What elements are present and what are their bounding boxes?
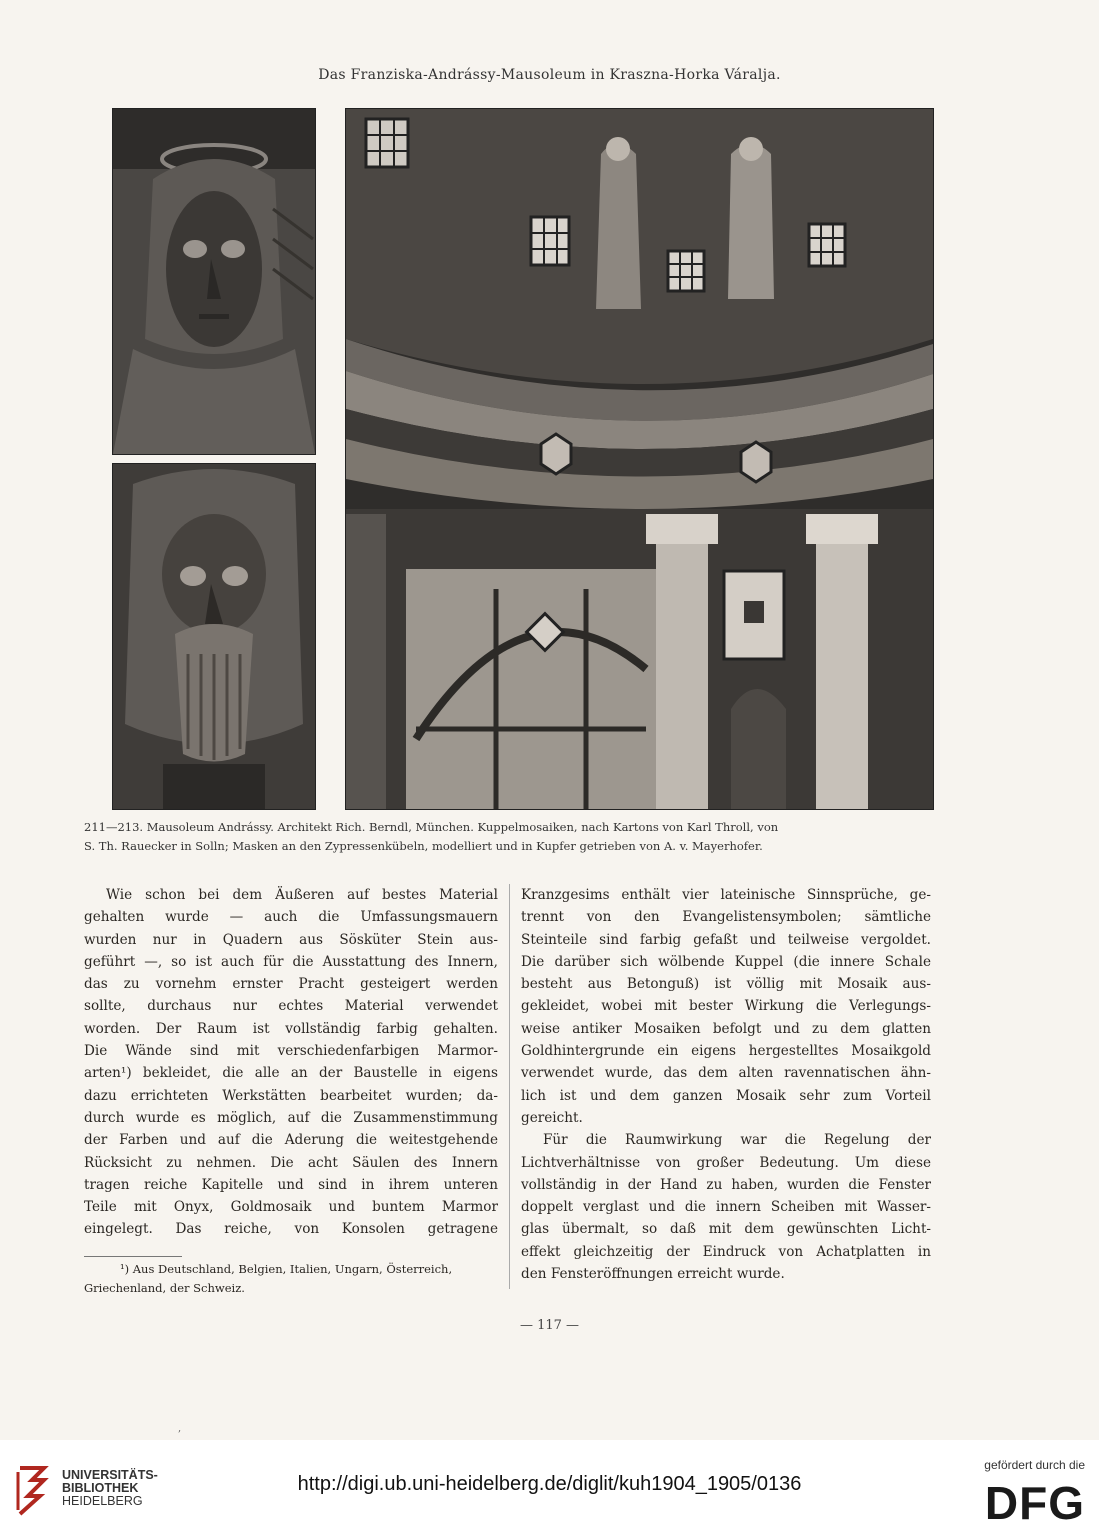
text-line: Die darüber sich wölbende Kuppel (die innere Schale <box>521 953 931 970</box>
photo-mausoleum-interior <box>345 108 934 810</box>
footnote-line: ¹) Aus Deutschland, Belgien, Italien, Ungarn, Österreich, <box>120 1262 453 1276</box>
text-line: weise antiker Mosaiken befolgt und zu dem glatten <box>521 1020 931 1037</box>
text-line: das zu vornehm ernster Pracht gesteigert werden <box>84 976 498 993</box>
text-line: effekt gleichzeitig der Eindruck von Achatplatten in <box>521 1243 931 1260</box>
footnote-line: Griechenland, der Schweiz. <box>84 1281 245 1295</box>
permalink-url[interactable]: http://digi.ub.uni-heidelberg.de/diglit/kuh1904_1905/0136 <box>297 1473 802 1495</box>
body-left-column <box>84 884 498 1241</box>
library-name-line: BIBLIOTHEK <box>62 1481 139 1495</box>
text-line: vollständig in der Hand zu haben, wurden die Fenster <box>521 1176 931 1193</box>
text-line: glas übermalt, so daß mit dem gewünschten Licht- <box>521 1221 931 1238</box>
text-line: Lichtverhältnisse von großer Bedeutung. Um diese <box>521 1154 931 1171</box>
text-line: besteht aus Betonguß) ist völlig mit Mosaik aus- <box>521 976 931 993</box>
text-line: arten¹) bekleidet, die alle an der Baustelle in eigens <box>84 1065 498 1082</box>
text-line: lich ist und dem ganzen Mosaik sehr zum Vorteil <box>521 1087 931 1104</box>
dfg-logo[interactable]: DFG <box>984 1477 1085 1529</box>
text-line: gekleidet, wobei mit bester Wirkung die Verlegungs- <box>521 998 931 1015</box>
footnote-rule <box>84 1256 182 1257</box>
text-line: tragen reiche Kapitelle und sind in ihrem unteren <box>84 1176 498 1193</box>
text-line: Teile mit Onyx, Goldmosaik und buntem Marmor <box>84 1199 498 1216</box>
text-line: geführt —, so ist auch für die Ausstattung des Innern, <box>84 953 498 970</box>
footnote <box>84 1260 498 1298</box>
text-line: Kranzgesims enthält vier lateinische Sinnsprüche, ge- <box>521 887 931 903</box>
text-line: Für die Raumwirkung war die Regelung der <box>543 1132 931 1149</box>
text-line: Steinteile sind farbig gefaßt und teilweise vergoldet. <box>521 931 931 948</box>
photo-bearded-mask <box>112 463 316 810</box>
text-line: dazu errichteten Werkstätten bearbeitet wurden; da- <box>84 1087 498 1104</box>
text-line: der Farben und auf die Aderung die weitestgehende <box>84 1132 498 1149</box>
running-title: Das Franziska-Andrássy-Mausoleum in Kraszna-Horka Váralja. <box>318 67 781 83</box>
text-line: sollte, durchaus nur echtes Material verwendet <box>84 998 498 1015</box>
caption-line: 211—213. Mausoleum Andrássy. Architekt Rich. Berndl, München. Kuppelmosaiken, nach Kartons von Karl Throll, von <box>84 820 779 834</box>
text-line: verwendet wurde, das dem alten ravennatischen ähn- <box>521 1065 931 1082</box>
text-line: trennt von den Evangelistensymbolen; sämtliche <box>521 909 931 926</box>
text-line: durch wurde es möglich, auf die Zusammenstimmung <box>84 1109 498 1126</box>
photo-angel-mask <box>112 108 316 455</box>
text-line: den Fensteröffnungen erreicht wurde. <box>521 1266 785 1283</box>
text-line: eingelegt. Das reiche, von Konsolen getragene <box>84 1221 498 1238</box>
text-line: Rücksicht zu nehmen. Die acht Säulen des Innern <box>84 1154 498 1171</box>
stray-mark: , <box>178 1423 182 1434</box>
library-name-line: UNIVERSITÄTS- <box>62 1468 158 1482</box>
funder-label: gefördert durch die <box>984 1458 1085 1472</box>
text-line: Goldhintergrunde ein eigens hergestelltes Mosaikgold <box>521 1043 931 1060</box>
text-line: gehalten wurde — auch die Umfassungsmauern <box>84 909 498 926</box>
text-line: doppelt verglast und die innern Scheiben mit Wasser- <box>521 1199 931 1216</box>
caption-line: S. Th. Rauecker in Solln; Masken an den Zypressenkübeln, modelliert und in Kupfer getrieben von A. v. Mayerhofer. <box>84 839 763 853</box>
viewer-footer <box>0 1440 1099 1536</box>
text-line: Wie schon bei dem Äußeren auf bestes Material <box>106 887 498 903</box>
figure-caption <box>84 818 1024 856</box>
text-line: worden. Der Raum ist vollständig farbig gehalten. <box>84 1020 498 1037</box>
text-line: wurden nur in Quadern aus Sösküter Stein aus- <box>84 931 498 948</box>
text-line: gereicht. <box>521 1109 583 1126</box>
text-line: Die Wände sind mit verschiedenfarbigen Marmor- <box>84 1043 498 1060</box>
library-name-line: HEIDELBERG <box>62 1494 143 1508</box>
page-number: — 117 — <box>519 1318 580 1333</box>
body-right-column <box>521 884 931 1285</box>
column-divider <box>509 884 510 1289</box>
